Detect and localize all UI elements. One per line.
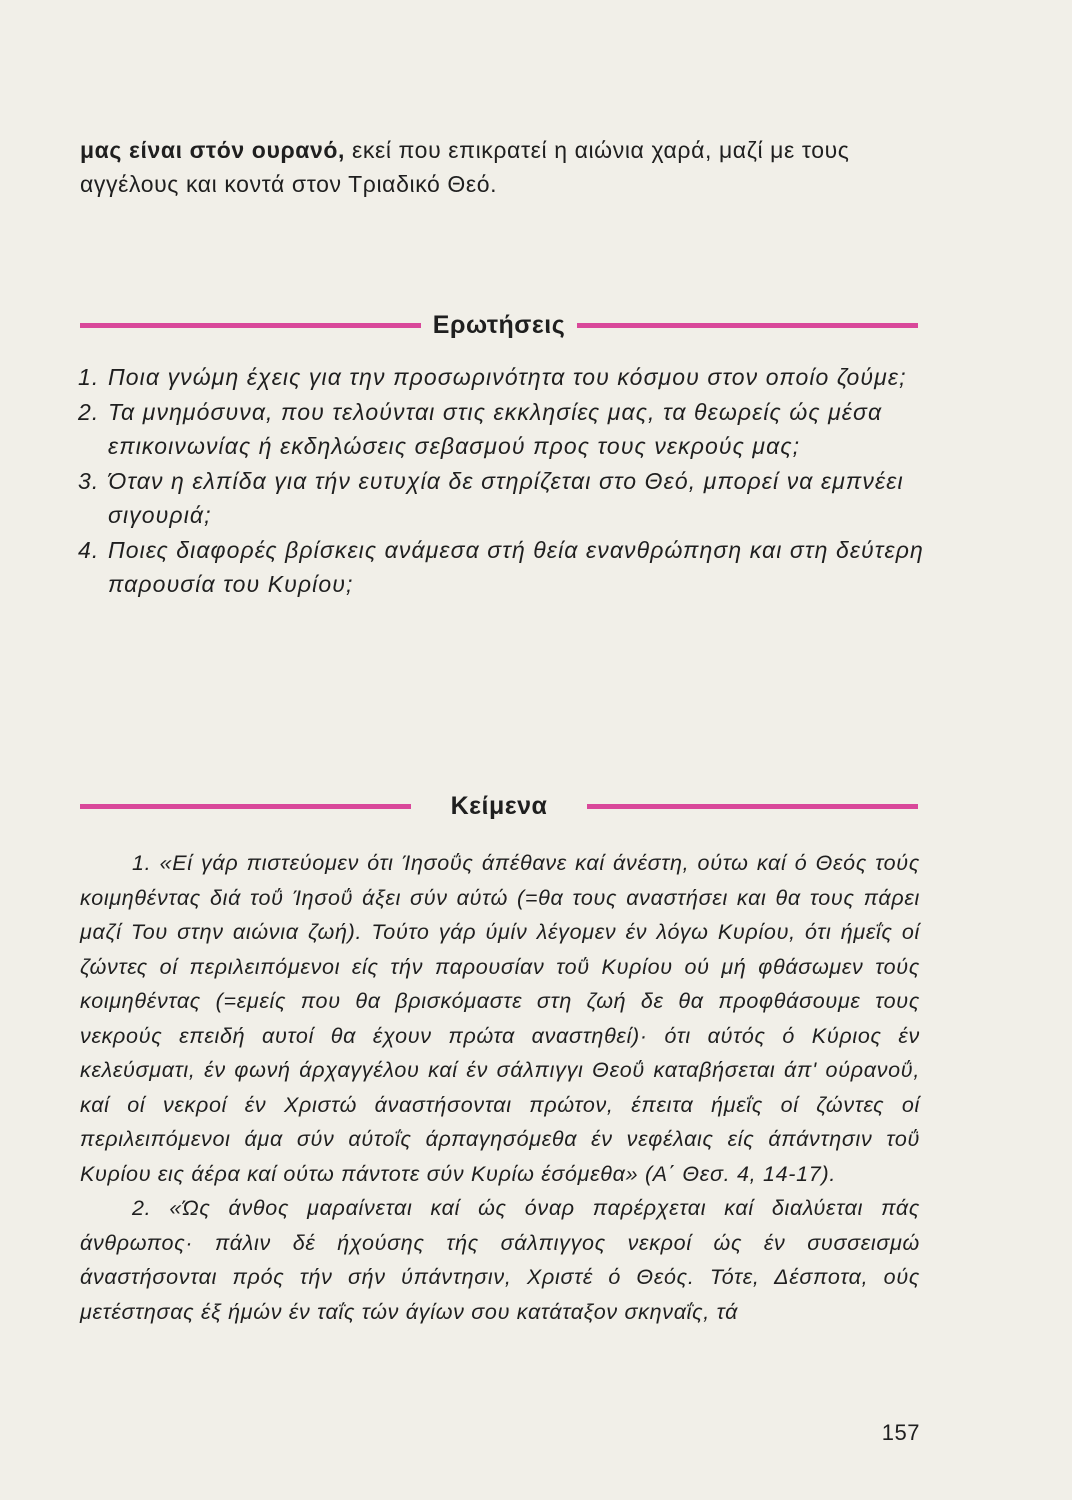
- texts-heading: [80, 788, 918, 824]
- heading-rule-right: [577, 323, 918, 328]
- text-paragraph: 1. «Εί γάρ πιστεύομεν ότι Ίησοΰς άπέθανε καί άνέστη, ούτω καί ό Θεός τούς κοιμηθέντας διά τοΰ Ίησοΰ άξει σύν αύτώ (=θα τους αναστήσει και θα τους πάρει μαζί Του στην αιώνια ζωή). Τούτο γάρ ύμίν λέγομεν έν λόγω Κυρίου, ότι ήμεΐς οί ζώντες οί περιλειπόμενοι είς τήν παρουσίαν τοΰ Κυρίου ού μή φθάσωμεν τούς κοιμηθέντας (=εμείς που θα βρισκόμαστε στη ζωή δε θα προφθάσουμε τους νεκρούς επειδή αυτοί θα έχουν πρώτα αναστηθεί)· ότι αύτός ό Κύριος έν κελεύσματι, έν φωνή άρχαγγέλου καί έν σάλπιγγι Θεοΰ καταβήσεται άπ' ούρανοΰ, καί οί νεκροί έν Χριστώ άναστήσονται πρώτον, έπειτα ήμεΐς οί ζώντες οί περιλειπόμενοι άμα σύν αύτοΐς άρπαγησόμεθα έν νεφέλαις είς άπάντησιν τοΰ Κυρίου εις άέρα καί ούτω πάντοτε σύν Κυρίω έσόμεθα» (Α΄ Θεσ. 4, 14-17).: [80, 851, 920, 1186]
- question-text: Ποια γνώμη έχεις για την προσωρινότητα του κόσμου στον οποίο ζούμε;: [108, 364, 907, 390]
- question-item: [78, 533, 924, 602]
- intro-paragraph: [80, 133, 930, 201]
- texts-body: [80, 846, 920, 1329]
- question-text: Ποιες διαφορές βρίσκεις ανάμεσα στή θεία ενανθρώπηση και στη δεύτερη παρουσία του Κυρίου;: [108, 536, 924, 597]
- question-number: 2.: [78, 398, 100, 425]
- intro-bold-text: μας είναι στόν ουρανό,: [80, 137, 346, 163]
- text-paragraph: 2. «Ώς άνθος μαραίνεται καί ώς όναρ παρέρχεται καί διαλύεται πάς άνθρωπος· πάλιν δέ ήχούσης τής σάλπιγγος νεκροί ώς έν συσσεισμώ άναστήσονται πρός τήν σήν ύπάντησιν, Χριστέ ό Θεός. Τότε, Δέσποτα, ούς μετέστησας έξ ήμών έν ταΐς τών άγίων σου κατάταξον σκηναΐς, τά: [80, 1196, 920, 1324]
- heading-rule-right: [587, 804, 918, 809]
- question-text: Όταν η ελπίδα για τήν ευτυχία δε στηρίζεται στο Θεό, μπορεί να εμπνέει σιγουριά;: [108, 467, 904, 528]
- heading-rule-left: [80, 323, 421, 328]
- questions-list: [78, 360, 924, 602]
- question-text: Τα μνημόσυνα, που τελούνται στις εκκλησίες μας, τα θεωρείς ώς μέσα επικοινωνίας ή εκδηλώσεις σεβασμού προς τους νεκρούς μας;: [108, 398, 883, 459]
- question-number: 4.: [78, 536, 100, 563]
- page-number: 157: [881, 1420, 920, 1445]
- questions-heading: [80, 307, 918, 343]
- question-item: [78, 395, 924, 464]
- texts-title: Κείμενα: [450, 791, 548, 820]
- question-item: [78, 360, 924, 395]
- heading-rule-left: [80, 804, 411, 809]
- question-number: 3.: [78, 467, 100, 494]
- question-item: [78, 464, 924, 533]
- question-number: 1.: [78, 364, 100, 390]
- questions-title: Ερωτήσεις: [432, 310, 566, 339]
- intro-rest-text: εκεί που επικρατεί η αιώνια χαρά, μαζί με τους αγγέλους και κοντά στον Τριαδικό Θεό.: [80, 137, 850, 197]
